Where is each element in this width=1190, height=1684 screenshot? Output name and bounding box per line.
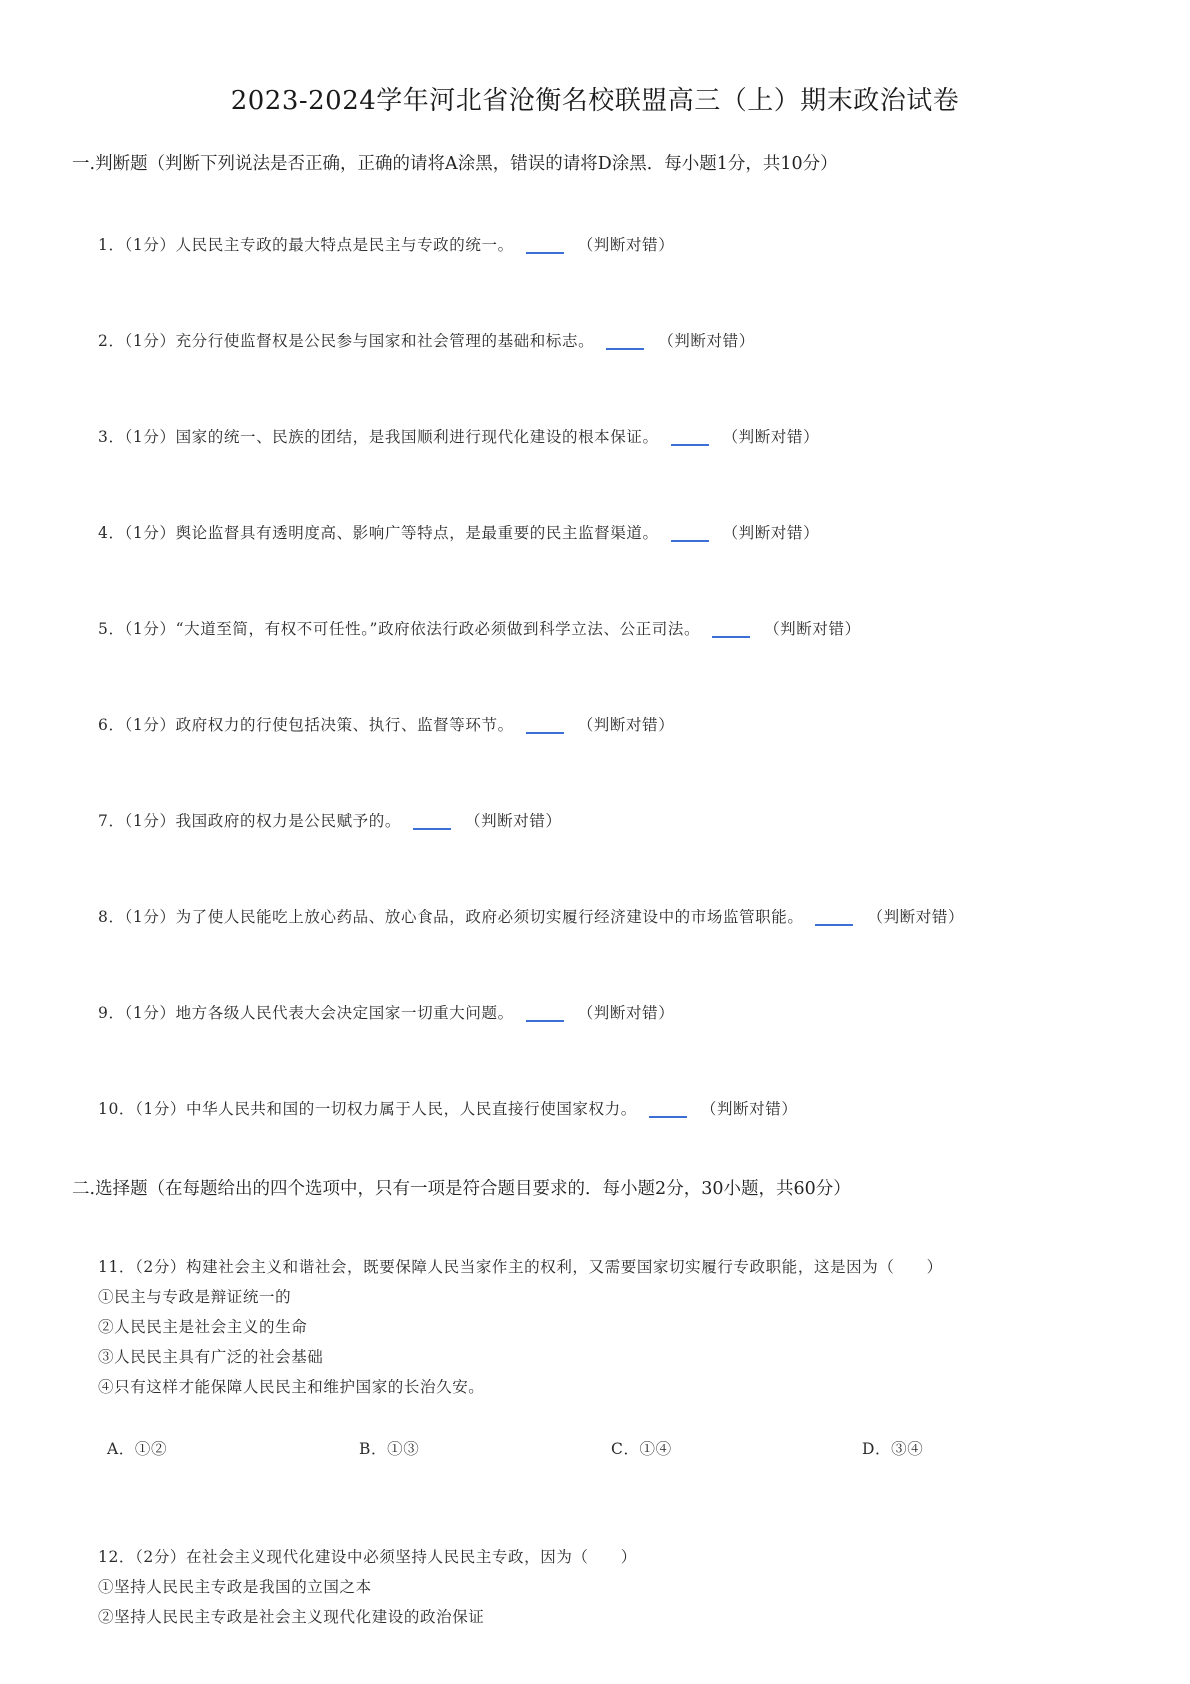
- question-hint: （判断对错）: [722, 428, 820, 446]
- question-hint: （判断对错）: [867, 908, 965, 926]
- choice-statement: ②坚持人民民主专政是社会主义现代化建设的政治保证: [98, 1608, 485, 1626]
- choice-statement: ②人民民主是社会主义的生命: [98, 1318, 308, 1336]
- question-hint: （判断对错）: [700, 1100, 798, 1118]
- choice-question-11-stem: 11．（2分）构建社会主义和谐社会，既要保障人民当家作主的权利，又需要国家切实履行专政职能，这是因为（ ）: [98, 1258, 943, 1276]
- choice-statement: ①坚持人民民主专政是我国的立国之本: [98, 1578, 372, 1596]
- answer-blank[interactable]: [526, 1019, 564, 1022]
- answer-blank[interactable]: [671, 539, 709, 542]
- choice-statement: ④只有这样才能保障人民民主和维护国家的长治久安。: [98, 1378, 485, 1396]
- answer-blank[interactable]: [712, 635, 750, 638]
- page-title: 2023-2024学年河北省沧衡名校联盟高三（上）期末政治试卷: [230, 86, 960, 116]
- judgment-question-7: [98, 809, 562, 831]
- question-hint: （判断对错）: [658, 332, 755, 350]
- answer-blank[interactable]: [649, 1115, 687, 1118]
- judgment-question-3: [98, 425, 819, 447]
- question-hint: （判断对错）: [577, 716, 675, 734]
- question-hint: （判断对错）: [464, 812, 562, 830]
- judgment-question-8: [98, 905, 964, 927]
- choice-option-b[interactable]: B．①③: [359, 1440, 420, 1458]
- judgment-question-4: [98, 521, 819, 543]
- choice-statement: ③人民民主具有广泛的社会基础: [98, 1348, 324, 1366]
- question-text: 2．（1分）充分行使监督权是公民参与国家和社会管理的基础和标志。: [98, 332, 595, 350]
- judgment-question-10: [98, 1097, 797, 1119]
- answer-blank[interactable]: [413, 827, 451, 830]
- answer-blank[interactable]: [606, 347, 644, 350]
- question-text: 8．（1分）为了使人民能吃上放心药品、放心食品，政府必须切实履行经济建设中的市场监管职能。: [98, 908, 804, 926]
- question-hint: （判断对错）: [577, 236, 675, 254]
- question-text: 5．（1分）“大道至简，有权不可任性。”政府依法行政必须做到科学立法、公正司法。: [98, 620, 701, 638]
- choice-statement: ①民主与专政是辩证统一的: [98, 1288, 292, 1306]
- question-text: 10．（1分）中华人民共和国的一切权力属于人民，人民直接行使国家权力。: [98, 1100, 637, 1118]
- judgment-question-1: [98, 233, 674, 255]
- section-2-heading: 二.选择题（在每题给出的四个选项中，只有一项是符合题目要求的．每小题2分，30小题，共60分）: [72, 1179, 851, 1199]
- judgment-question-6: [98, 713, 674, 735]
- judgment-question-5: [98, 617, 861, 639]
- judgment-question-2: [98, 329, 755, 351]
- answer-blank[interactable]: [526, 251, 564, 254]
- question-text: 9．（1分）地方各级人民代表大会决定国家一切重大问题。: [98, 1004, 514, 1022]
- question-text: 4．（1分）舆论监督具有透明度高、影响广等特点，是最重要的民主监督渠道。: [98, 524, 659, 542]
- choice-option-d[interactable]: D．③④: [862, 1440, 924, 1458]
- question-hint: （判断对错）: [577, 1004, 675, 1022]
- answer-blank[interactable]: [526, 731, 564, 734]
- question-text: 7．（1分）我国政府的权力是公民赋予的。: [98, 812, 401, 830]
- choice-option-c[interactable]: C．①④: [611, 1440, 672, 1458]
- answer-blank[interactable]: [671, 443, 709, 446]
- section-1-heading: 一.判断题（判断下列说法是否正确，正确的请将A涂黑，错误的请将D涂黑．每小题1分，共10分）: [72, 154, 838, 174]
- choice-question-12-stem: 12．（2分）在社会主义现代化建设中必须坚持人民民主专政，因为（ ）: [98, 1548, 637, 1566]
- judgment-question-9: [98, 1001, 674, 1023]
- question-text: 1．（1分）人民民主专政的最大特点是民主与专政的统一。: [98, 236, 514, 254]
- question-hint: （判断对错）: [722, 524, 820, 542]
- answer-blank[interactable]: [815, 923, 853, 926]
- question-text: 3．（1分）国家的统一、民族的团结，是我国顺利进行现代化建设的根本保证。: [98, 428, 659, 446]
- question-text: 6．（1分）政府权力的行使包括决策、执行、监督等环节。: [98, 716, 514, 734]
- choice-option-a[interactable]: A．①②: [107, 1440, 168, 1458]
- question-hint: （判断对错）: [764, 620, 861, 638]
